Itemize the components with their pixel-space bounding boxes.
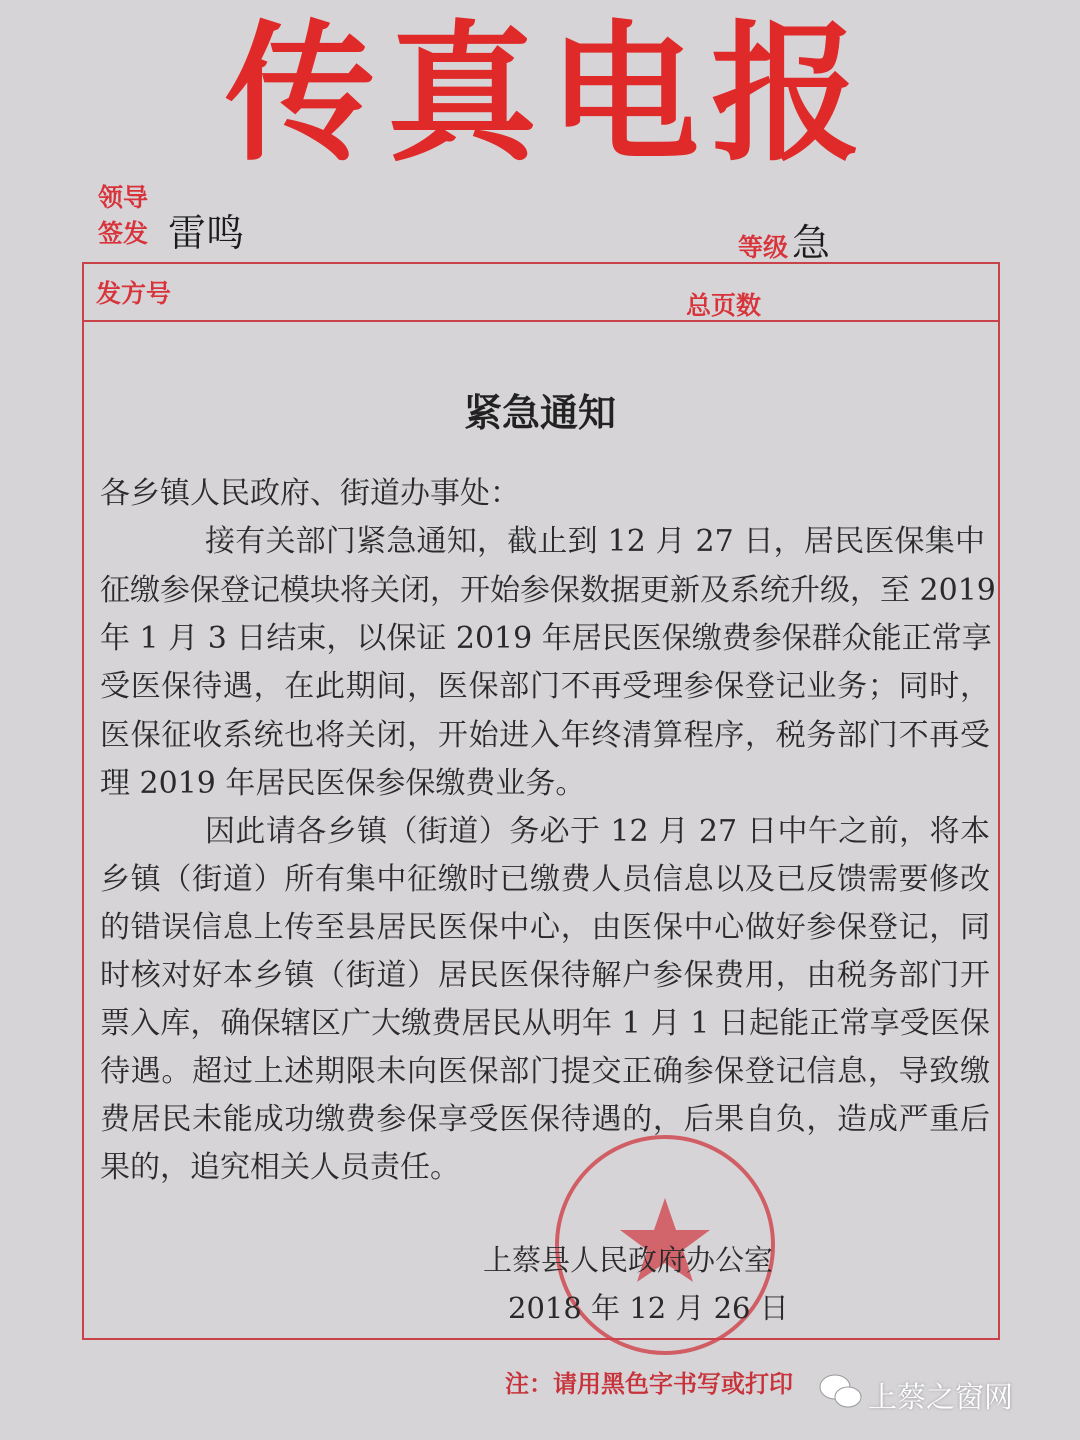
body-line: 受医保待遇，在此期间，医保部门不再受理参保登记业务；同时， <box>100 669 990 704</box>
body-line: 接有关部门紧急通知，截止到 12 月 27 日，居民医保集中 <box>205 524 985 559</box>
watermark: 上蔡之窗网 <box>868 1380 1014 1414</box>
notice-title: 紧急通知 <box>463 391 616 435</box>
leader-label-2: 签发 <box>98 219 149 248</box>
body-line: 各乡镇人民政府、街道办事处： <box>100 476 520 511</box>
body-line: 的错误信息上传至县居民医保中心，由医保中心做好参保登记，同 <box>100 910 990 945</box>
body-line: 乡镇（街道）所有集中征缴时已缴费人员信息以及已反馈需要修改 <box>100 862 990 897</box>
fax-header-title: 传真电报 <box>225 8 874 182</box>
body-line: 因此请各乡镇（街道）务必于 12 月 27 日中午之前，将本 <box>205 814 990 849</box>
date: 2018 年 12 月 26 日 <box>508 1291 789 1325</box>
wechat-icon <box>818 1372 864 1412</box>
body-line: 理 2019 年居民医保参保缴费业务。 <box>100 766 586 801</box>
total-pages-label: 总页数 <box>686 291 762 320</box>
level-value: 急 <box>792 221 831 265</box>
form-divider <box>82 320 1000 322</box>
leader-name: 雷鸣 <box>168 211 245 255</box>
sender-no-label: 发方号 <box>96 279 172 308</box>
body-line: 医保征收系统也将关闭，开始进入年终清算程序，税务部门不再受 <box>100 718 990 753</box>
body-line: 征缴参保登记模块将关闭，开始参保数据更新及系统升级，至 2019 <box>100 573 996 608</box>
body-line: 费居民未能成功缴费参保享受医保待遇的，后果自负，造成严重后 <box>100 1102 990 1137</box>
signer: 上蔡县人民政府办公室 <box>483 1243 774 1277</box>
body-line: 果的，追究相关人员责任。 <box>100 1150 460 1185</box>
body-line: 年 1 月 3 日结束，以保证 2019 年居民医保缴费参保群众能正常享 <box>100 621 992 656</box>
body-line: 时核对好本乡镇（街道）居民医保待解户参保费用，由税务部门开 <box>100 958 990 993</box>
body-line: 票入库，确保辖区广大缴费居民从明年 1 月 1 日起能正常享受医保 <box>100 1006 990 1041</box>
leader-label-1: 领导 <box>98 183 149 212</box>
footer-note: 注：请用黑色字书写或打印 <box>505 1370 793 1398</box>
body-line: 待遇。超过上述期限未向医保部门提交正确参保登记信息，导致缴 <box>100 1054 990 1089</box>
level-label: 等级 <box>738 233 789 262</box>
